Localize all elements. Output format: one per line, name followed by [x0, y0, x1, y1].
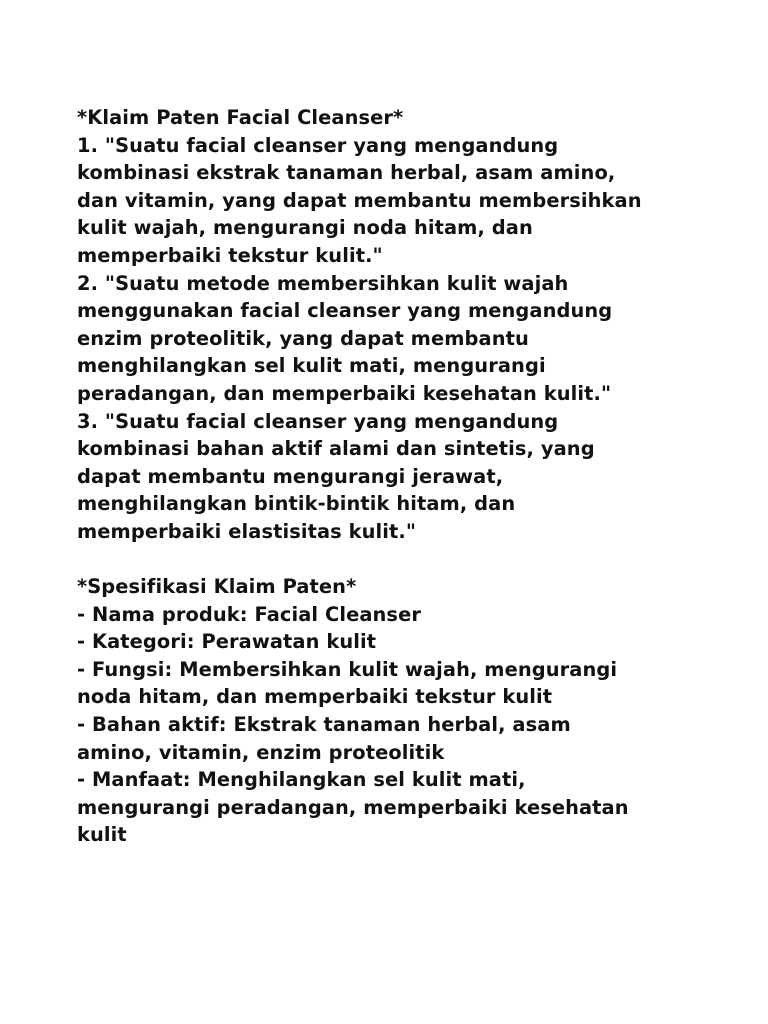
spec-item-manfaat — [77, 766, 717, 849]
claim-2-line-5: peradangan, dan memperbaiki kesehatan kulit." — [77, 381, 612, 405]
claim-3-line-3: dapat membantu mengurangi jerawat, — [77, 464, 504, 488]
claims-section — [77, 104, 717, 546]
spec-line: - Bahan aktif: Ekstrak tanaman herbal, asam — [77, 713, 571, 737]
claim-2-line-2: menggunakan facial cleanser yang mengandung — [77, 299, 613, 323]
spec-line: noda hitam, dan memperbaiki tekstur kulit — [77, 685, 553, 709]
claim-2 — [77, 270, 717, 408]
claim-1-line-5: memperbaiki tekstur kulit." — [77, 243, 383, 267]
claim-1 — [77, 132, 717, 270]
claim-3-line-4: menghilangkan bintik-bintik hitam, dan — [77, 492, 516, 516]
claim-2-line-4: menghilangkan sel kulit mati, mengurangi — [77, 354, 546, 378]
claim-1-line-3: dan vitamin, yang dapat membantu membersihkan — [77, 188, 642, 212]
spec-item-nama-produk — [77, 601, 717, 629]
spec-line: - Manfaat: Menghilangkan sel kulit mati, — [77, 768, 526, 792]
specs-heading: *Spesifikasi Klaim Paten* — [77, 575, 357, 599]
spec-line: mengurangi peradangan, memperbaiki kesehatan — [77, 795, 629, 819]
spec-line: - Kategori: Perawatan kulit — [77, 630, 377, 654]
section-spacer — [77, 546, 717, 574]
claim-1-line-4: kulit wajah, mengurangi noda hitam, dan — [77, 216, 533, 240]
claim-3 — [77, 408, 717, 546]
claim-1-line-1: 1. "Suatu facial cleanser yang mengandung — [77, 133, 559, 157]
claim-2-line-3: enzim proteolitik, yang dapat membantu — [77, 326, 529, 350]
document-page — [77, 104, 717, 849]
spec-line: amino, vitamin, enzim proteolitik — [77, 740, 445, 764]
spec-line: kulit — [77, 823, 127, 847]
spec-item-bahan-aktif — [77, 711, 717, 766]
claims-heading: *Klaim Paten Facial Cleanser* — [77, 106, 404, 129]
spec-item-fungsi — [77, 656, 717, 711]
specs-section — [77, 573, 717, 849]
claim-3-line-2: kombinasi bahan aktif alami dan sintetis, yang — [77, 437, 595, 461]
spec-item-kategori — [77, 628, 717, 656]
spec-line: - Fungsi: Membersihkan kulit wajah, mengurangi — [77, 657, 618, 681]
claim-2-line-1: 2. "Suatu metode membersihkan kulit wajah — [77, 271, 569, 295]
claim-3-line-1: 3. "Suatu facial cleanser yang mengandung — [77, 409, 559, 433]
claim-1-line-2: kombinasi ekstrak tanaman herbal, asam amino, — [77, 161, 616, 185]
spec-line: - Nama produk: Facial Cleanser — [77, 602, 421, 626]
claim-3-line-5: memperbaiki elastisitas kulit." — [77, 519, 417, 543]
